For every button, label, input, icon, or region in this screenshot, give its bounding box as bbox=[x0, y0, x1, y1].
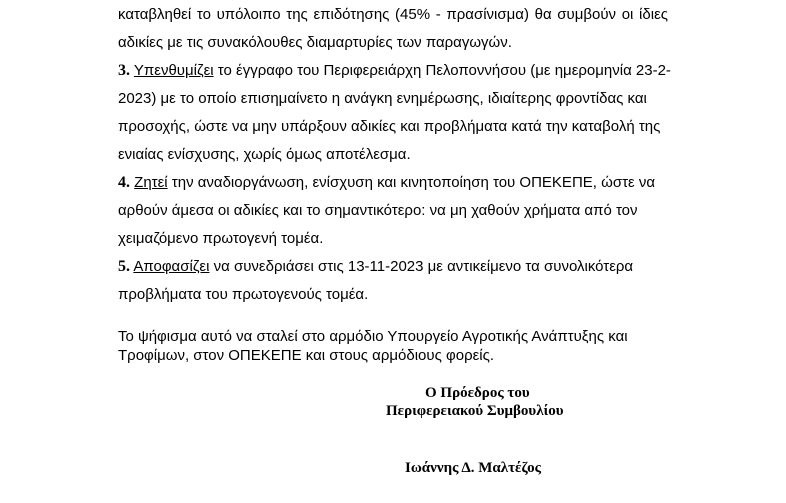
closing-line: Το ψήφισμα αυτό να σταλεί στο αρμόδιο Υπουργείο Αγροτικής Ανάπτυξης και bbox=[118, 328, 628, 345]
item-verb: Αποφασίζει bbox=[133, 258, 210, 275]
paragraph-text: την αναδιοργάνωση, ενίσχυση και κινητοποίηση του ΟΠΕΚΕΠΕ, ώστε να bbox=[171, 174, 656, 191]
item-3-first-line bbox=[118, 62, 671, 80]
paragraph-line: καταβληθεί το υπόλοιπο της επιδότησης (45% - πρασίνισμα) θα συμβούν οι ίδιες bbox=[118, 6, 668, 23]
paragraph-text: το έγγραφο του Περιφερειάρχη Πελοποννήσου (με ημερομηνία 23-2- bbox=[217, 62, 671, 79]
paragraph-line: 2023) με το οποίο επισημαίνετο η ανάγκη ενημέρωσης, ιδιαίτερης φροντίδας και bbox=[118, 90, 647, 107]
paragraph-line: αρθούν άμεσα οι αδικίες και το σημαντικότερο: να μη χαθούν χρήματα από τον bbox=[118, 202, 638, 219]
item-number: 3. bbox=[118, 62, 130, 79]
signature-name: Ιωάννης Δ. Μαλτέζος bbox=[405, 460, 541, 476]
paragraph-text: να συνεδριάσει στις 13-11-2023 με αντικείμενο τα συνολικότερα bbox=[213, 258, 634, 275]
paragraph-line: προσοχής, ώστε να μην υπάρξουν αδικίες και προβλήματα κατά την καταβολή της bbox=[118, 118, 661, 135]
item-5-first-line bbox=[118, 258, 633, 276]
item-4-first-line bbox=[118, 174, 655, 192]
item-verb: Υπενθυμίζει bbox=[133, 62, 214, 79]
closing-line: Τροφίμων, στον ΟΠΕΚΕΠΕ και στους αρμόδιους φορείς. bbox=[118, 347, 495, 364]
paragraph-line: ενιαίας ενίσχυσης, χωρίς όμως αποτέλεσμα. bbox=[118, 146, 411, 163]
signature-title: Ο Πρόεδρος του bbox=[425, 385, 530, 401]
paragraph-line: προβλήματα του πρωτογενούς τομέα. bbox=[118, 286, 369, 303]
paragraph-line: χειμαζόμενο πρωτογενή τομέα. bbox=[118, 230, 324, 247]
item-number: 4. bbox=[118, 174, 130, 191]
item-verb: Ζητεί bbox=[134, 174, 168, 191]
paragraph-line: αδικίες με τις συνακόλουθες διαμαρτυρίες των παραγωγών. bbox=[118, 34, 512, 51]
signature-title: Περιφερειακού Συμβουλίου bbox=[386, 403, 564, 419]
item-number: 5. bbox=[118, 258, 130, 275]
